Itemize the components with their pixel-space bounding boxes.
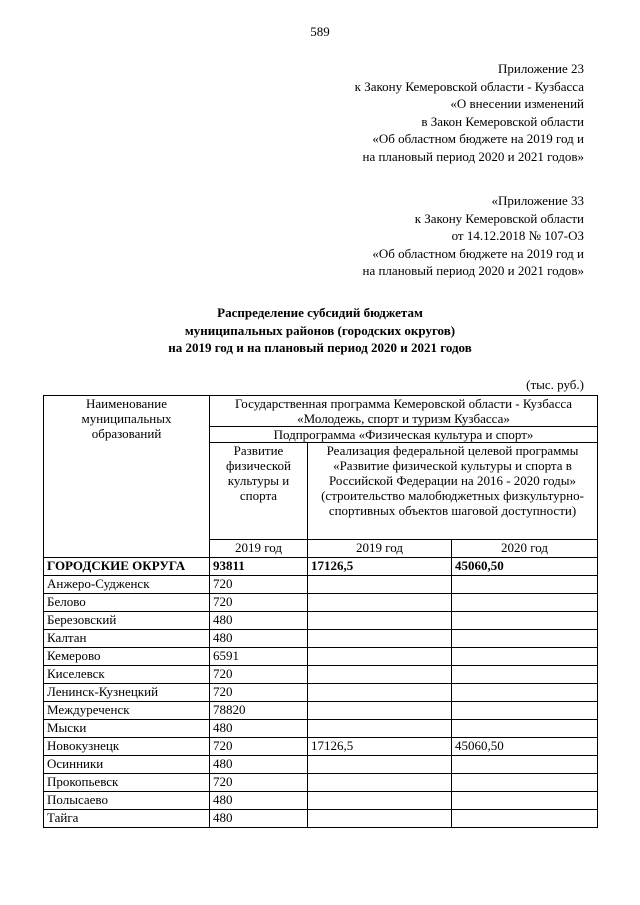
amount-cell: 93811 [210,558,308,576]
amount-cell: 720 [210,666,308,684]
amount-cell [308,792,452,810]
amount-cell: 720 [210,576,308,594]
appendix-line: на плановый период 2020 и 2021 годов» [362,148,584,164]
amount-cell [308,612,452,630]
header-federal-program: Реализация федеральной целевой программы «Развитие физической культуры и спорта в Российской Федерации на 2016 - 2020 годы» (строительство малобюджетных физкультурно-спортивных объектов шаговой доступности) [308,443,598,540]
municipality-name-cell: Полысаево [44,792,210,810]
municipality-name-cell: Мыски [44,720,210,738]
document-title [0,304,640,357]
amount-cell: 720 [210,738,308,756]
appendix-line: к Закону Кемеровской области [414,210,584,226]
amount-cell [452,774,598,792]
header-state-program: Государственная программа Кемеровской области - Кузбасса «Молодежь, спорт и туризм Кузбасса» [210,396,598,427]
amount-cell [452,720,598,738]
amount-cell [452,702,598,720]
year-header: 2020 год [452,540,598,558]
amount-cell: 17126,5 [308,738,452,756]
amount-cell: 480 [210,630,308,648]
amount-cell [452,594,598,612]
appendix-line: к Закону Кемеровской области - Кузбасса [354,78,584,94]
header-municipality: Наименование муниципальных образований [44,396,210,558]
municipality-name-cell: Кемерово [44,648,210,666]
amount-cell: 480 [210,756,308,774]
municipality-name-cell: Тайга [44,810,210,828]
amount-cell [308,630,452,648]
table-row [44,594,598,612]
amount-cell: 78820 [210,702,308,720]
page-number: 589 [310,24,330,39]
title-line: на 2019 год и на плановый период 2020 и 2021 годов [168,340,472,355]
amount-cell [308,756,452,774]
amount-cell: 720 [210,774,308,792]
table-row [44,684,598,702]
subsidy-table [43,395,598,828]
amount-cell [308,810,452,828]
municipality-name-cell: Калтан [44,630,210,648]
appendix-line: «Об областном бюджете на 2019 год и [372,245,584,261]
municipality-name-cell: Ленинск-Кузнецкий [44,684,210,702]
table-row [44,630,598,648]
year-header: 2019 год [308,540,452,558]
table-row [44,648,598,666]
amount-cell [308,774,452,792]
title-line: Распределение субсидий бюджетам [217,305,423,320]
appendix-line: в Закон Кемеровской области [421,113,584,129]
amount-cell: 6591 [210,648,308,666]
appendix-line: «Об областном бюджете на 2019 год и [372,131,584,146]
table-row [44,720,598,738]
appendix-33-header [363,192,585,280]
appendix-23-header [355,60,584,165]
municipality-name-cell: Осинники [44,756,210,774]
table-row [44,792,598,810]
amount-cell [452,756,598,774]
amount-cell [452,630,598,648]
amount-cell: 45060,50 [452,738,598,756]
amount-cell [308,666,452,684]
amount-cell [452,612,598,630]
amount-cell [452,684,598,702]
appendix-line: на плановый период 2020 и 2021 годов» [362,263,584,278]
amount-cell [308,594,452,612]
amount-cell [452,576,598,594]
table-row [44,738,598,756]
table-row [44,810,598,828]
appendix-line: Приложение 23 [497,61,584,76]
municipality-name-cell: Прокопьевск [44,774,210,792]
table-row [44,756,598,774]
amount-cell [452,666,598,684]
appendix-line: «Приложение 33 [491,193,584,208]
municipality-name-cell: Киселевск [44,666,210,684]
amount-cell [452,810,598,828]
table-row [44,612,598,630]
amount-cell: 480 [210,792,308,810]
amount-cell: 480 [210,612,308,630]
year-header: 2019 год [210,540,308,558]
amount-cell [452,792,598,810]
appendix-line: «О внесении изменений [450,96,584,111]
amount-cell: 480 [210,720,308,738]
amount-cell: 45060,50 [452,558,598,576]
municipality-name-cell: ГОРОДСКИЕ ОКРУГА [44,558,210,576]
amount-cell: 17126,5 [308,558,452,576]
table-row-total [44,558,598,576]
municipality-name-cell: Анжеро-Судженск [44,576,210,594]
amount-cell [308,702,452,720]
title-line: муниципальных районов (городских округов) [184,322,456,338]
amount-cell: 720 [210,684,308,702]
table-row [44,702,598,720]
appendix-line: от 14.12.2018 № 107-ОЗ [451,228,584,243]
municipality-name-cell: Белово [44,594,210,612]
amount-cell [308,576,452,594]
amount-cell [308,648,452,666]
table-row [44,774,598,792]
amount-cell [308,720,452,738]
units-label: (тыс. руб.) [526,377,584,392]
amount-cell: 720 [210,594,308,612]
table-row [44,666,598,684]
amount-cell [452,648,598,666]
table-body [44,558,598,828]
amount-cell [308,684,452,702]
municipality-name-cell: Новокузнецк [44,738,210,756]
header-physical-culture: Развитие физической культуры и спорта [210,443,308,540]
municipality-name-cell: Березовский [44,612,210,630]
table-row [44,576,598,594]
amount-cell: 480 [210,810,308,828]
municipality-name-cell: Междуреченск [44,702,210,720]
header-subprogram: Подпрограмма «Физическая культура и спорт» [210,427,598,443]
